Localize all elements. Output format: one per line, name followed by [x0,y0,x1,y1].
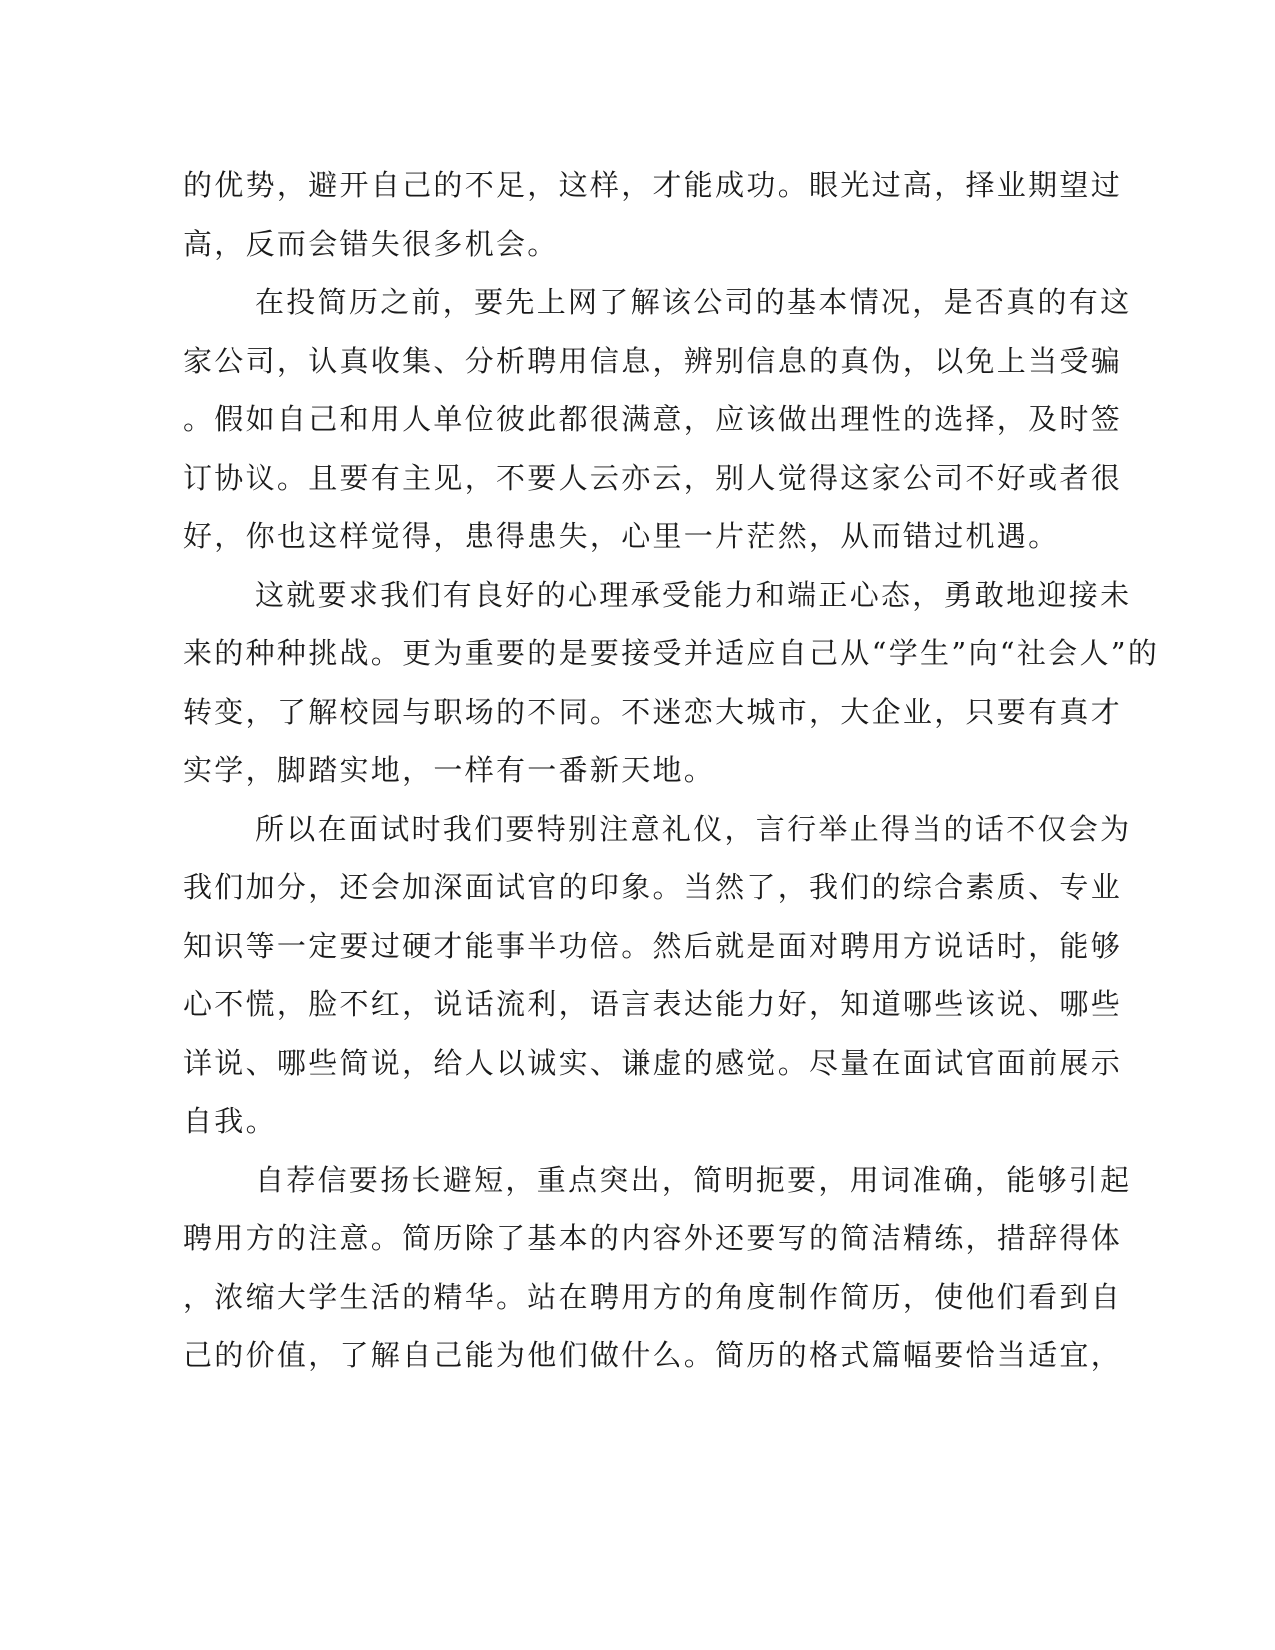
text-line: 。假如自己和用人单位彼此都很满意，应该做出理性的选择，及时签 [183,402,1123,436]
body-text [183,156,1160,1385]
text-line: 转变，了解校园与职场的不同。不迷恋大城市，大企业，只要有真才 [183,694,1123,729]
text-line: 来的种种挑战。更为重要的是要接受并适应自己从“学生”向“社会人”的 [183,636,1160,670]
text-line: 己的价值，了解自己能为他们做什么。简历的格式篇幅要恰当适宜， [183,1338,1123,1372]
text-line: 所以在面试时我们要特别注意礼仪，言行举止得当的话不仅会为 [255,811,1132,846]
text-line: 知识等一定要过硬才能事半功倍。然后就是面对聘用方说话时，能够 [183,928,1123,963]
text-line: 高，反而会错失很多机会。 [183,226,559,261]
text-line: ，浓缩大学生活的精华。站在聘用方的角度制作简历，使他们看到自 [183,1279,1123,1314]
text-line: 实学，脚踏实地，一样有一番新天地。 [183,753,716,787]
text-line: 心不慌，脸不红，说话流利，语言表达能力好，知道哪些该说、哪些 [183,987,1123,1021]
text-line: 这就要求我们有良好的心理承受能力和端正心态，勇敢地迎接未 [255,577,1132,612]
text-line: 订协议。且要有主见，不要人云亦云，别人觉得这家公司不好或者很 [183,460,1123,495]
paragraph [183,273,1132,566]
text-line: 我们加分，还会加深面试官的印象。当然了，我们的综合素质、专业 [183,870,1123,904]
text-line: 家公司，认真收集、分析聘用信息，辨别信息的真伪，以免上当受骗 [183,343,1123,378]
text-line: 聘用方的注意。简历除了基本的内容外还要写的简洁精练，措辞得体 [183,1221,1123,1255]
paragraph [183,800,1132,1151]
text-line: 详说、哪些简说，给人以诚实、谦虚的感觉。尽量在面试官面前展示 [183,1045,1123,1080]
text-line: 好，你也这样觉得，患得患失，心里一片茫然，从而错过机遇。 [183,519,1060,553]
text-line: 自荐信要扬长避短，重点突出，简明扼要，用词准确，能够引起 [255,1162,1132,1197]
paragraph [183,156,1123,273]
text-line: 在投简历之前，要先上网了解该公司的基本情况，是否真的有这 [255,285,1132,319]
paragraph [183,1151,1132,1385]
text-line: 的优势，避开自己的不足，这样，才能成功。眼光过高，择业期望过 [183,168,1123,202]
paragraph [183,566,1160,800]
text-line: 自我。 [183,1104,277,1138]
